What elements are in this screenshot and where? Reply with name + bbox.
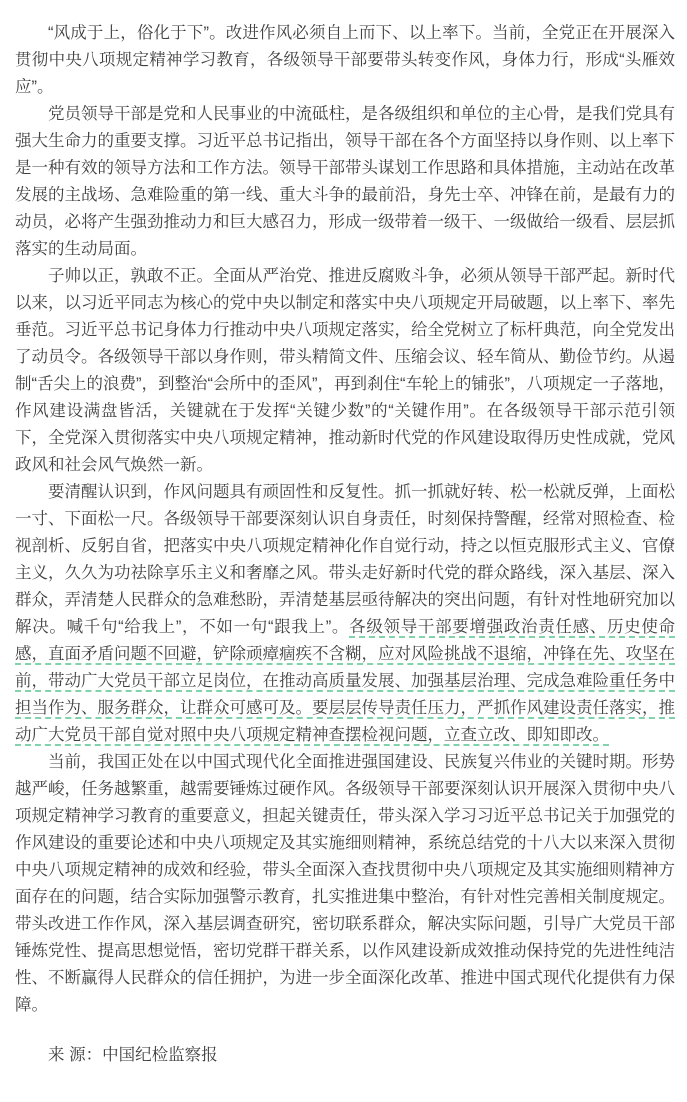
underlined-passage: 各级领导干部要增强政治责任感、历史使命感，直面矛盾问题不回避，铲除顽瘴痼疾不含糊，应对风险挑战不退缩，冲锋在先、攻坚在前，带动广大党员干部立足岗位，在推动高质量发展、加强基层治理、完成急难险重任务中担当作为、服务群众，让群众可感可及。要层层传导责任压力，严抓作风建设责任落实，推动广大党员干部自觉对照中央八项规定精神查摆检视问题，立查立改、即知即改。 (15, 618, 676, 744)
article-paragraph (15, 263, 675, 479)
paragraph-text: 要清醒认识到，作风问题具有顽固性和反复性。抓一抓就好转、松一松就反弹，上面松一寸、下面松一尺。各级领导干部要深刻认识自身责任，时刻保持警醒，经常对照检查、检视剖析、反躬自省，把落实中央八项规定精神化作自觉行动，持之以恒克服形式主义、官僚主义，久久为功祛除享乐主义和奢靡之风。带头走好新时代党的群众路线，深入基层、深入群众，弄清楚人民群众的急难愁盼，弄清楚基层亟待解决的突出问题，有针对性地研究加以解决。喊千句“给我上”，不如一句“跟我上”。 (15, 483, 675, 636)
paragraph-text: “风成于上，俗化于下”。改进作风必须自上而下、以上率下。当前，全党正在开展深入贯彻中央八项规定精神学习教育，各级领导干部要带头转变作风，身体力行，形成“头雁效应”。 (15, 24, 675, 96)
source-line (15, 1042, 675, 1069)
article-paragraph (15, 101, 675, 263)
paragraph-text: 子帅以正，孰敢不正。全面从严治党、推进反腐败斗争，必须从领导干部严起。新时代以来，以习近平同志为核心的党中央以制定和落实中央八项规定开局破题，以上率下、率先垂范。习近平总书记身体力行推动中央八项规定落实，给全党树立了标杆典范，向全党发出了动员令。各级领导干部以身作则，带头精简文件、压缩会议、轻车简从、勤俭节约。从遏制“舌尖上的浪费”，到整治“会所中的歪风”，再到刹住“车轮上的铺张”，八项规定一子落地，作风建设满盘皆活，关键就在于发挥“关键少数”的“关键作用”。在各级领导干部示范引领下，全党深入贯彻落实中央八项规定精神，推动新时代党的作风建设取得历史性成就，党风政风和社会风气焕然一新。 (15, 267, 675, 474)
article-body (15, 20, 675, 1019)
article-paragraph (15, 479, 675, 749)
paragraph-text: 党员领导干部是党和人民事业的中流砥柱，是各级组织和单位的主心骨，是我们党具有强大生命力的重要支撑。习近平总书记指出，领导干部在各个方面坚持以身作则、以上率下是一种有效的领导方法和工作方法。领导干部带头谋划工作思路和具体措施，主动站在改革发展的主战场、急难险重的第一线、重大斗争的最前沿，身先士卒、冲锋在前，是最有力的动员，必将产生强劲推动力和巨大感召力，形成一级带着一级干、一级做给一级看、层层抓落实的生动局面。 (15, 105, 675, 258)
paragraph-text: 当前，我国正处在以中国式现代化全面推进强国建设、民族复兴伟业的关键时期。形势越严峻，任务越繁重，越需要锤炼过硬作风。各级领导干部要深刻认识开展深入贯彻中央八项规定精神学习教育的重要意义，担起关键责任，带头深入学习习近平总书记关于加强党的作风建设的重要论述和中央八项规定及其实施细则精神，系统总结党的十八大以来深入贯彻中央八项规定精神的成效和经验，带头全面深入查找贯彻中央八项规定及其实施细则精神方面存在的问题，结合实际加强警示教育，扎实推进集中整治，有针对性完善相关制度规定。带头改进工作作风，深入基层调查研究，密切联系群众，解决实际问题，引导广大党员干部锤炼党性、提高思想觉悟，密切党群干群关系，以作风建设新成效推动保持党的先进性纯洁性、不断赢得人民群众的信任拥护，为进一步全面深化改革、推进中国式现代化提供有力保障。 (15, 753, 675, 1014)
source-label: 来 源： (48, 1046, 103, 1064)
article-paragraph (15, 749, 675, 1019)
source-value: 中国纪检监察报 (102, 1046, 218, 1064)
article-paragraph (15, 20, 675, 101)
